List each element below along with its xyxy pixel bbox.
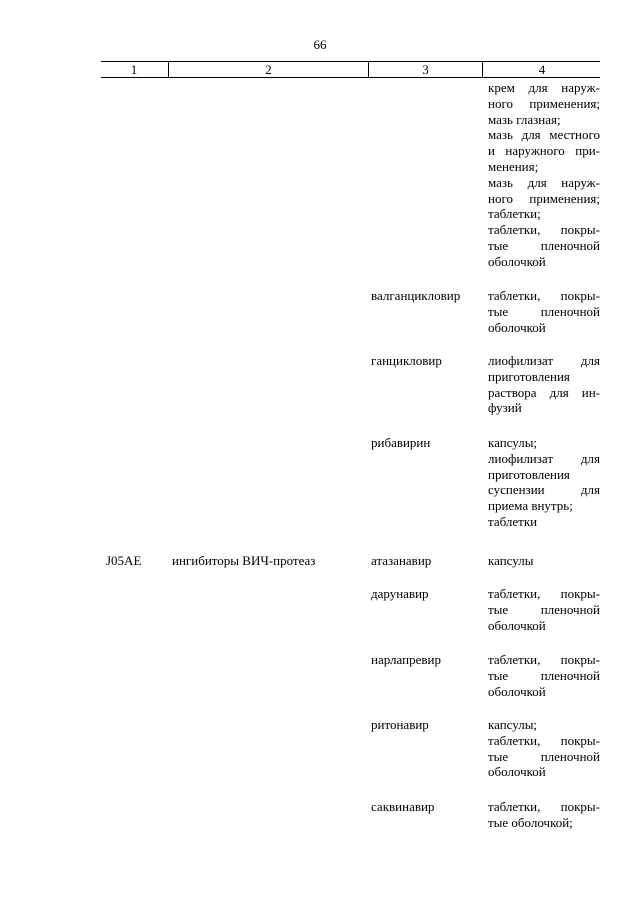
dosage-forms-cell: крем для наруж- ного применения; мазь глазная; мазь для местного и наружного при- менения; мазь для наруж- ного применения; таблетки; таблетки, покры- тые пленочной оболочкой [488, 80, 600, 269]
dosage-forms-cell: лиофилизат для приготовления раствора для ин- фузий [488, 353, 600, 416]
dosage-forms-cell: таблетки, покры- тые пленочной оболочкой [488, 652, 600, 699]
column-header-3: 3 [368, 62, 482, 77]
table-header-row [101, 61, 600, 78]
drug-name-cell: ганцикловир [371, 353, 442, 368]
dosage-forms-cell: таблетки, покры- тые пленочной оболочкой [488, 586, 600, 633]
dosage-forms-cell: таблетки, покры- тые пленочной оболочкой [488, 288, 600, 335]
drug-name-cell: нарлапревир [371, 652, 441, 667]
drug-name-cell: рибавирин [371, 435, 431, 450]
dosage-forms-cell: капсулы; таблетки, покры- тые пленочной оболочкой [488, 717, 600, 780]
dosage-forms-cell: капсулы [488, 553, 534, 568]
page-number: 66 [313, 37, 327, 52]
group-name-cell: ингибиторы ВИЧ-протеаз [172, 553, 316, 568]
drug-name-cell: саквинавир [371, 799, 435, 814]
column-header-4: 4 [482, 62, 601, 77]
dosage-forms-cell: капсулы; лиофилизат для приготовления суспензии для приема внутрь; таблетки [488, 435, 600, 529]
drug-name-cell: валганцикловир [371, 288, 461, 303]
drug-name-cell: атазанавир [371, 553, 432, 568]
column-header-1: 1 [130, 62, 138, 77]
column-header-2: 2 [168, 62, 368, 77]
dosage-forms-cell: таблетки, покры- тые оболочкой; [488, 799, 600, 830]
drug-name-cell: дарунавир [371, 586, 429, 601]
atc-code-cell: J05AE [106, 553, 142, 568]
drug-name-cell: ритонавир [371, 717, 429, 732]
